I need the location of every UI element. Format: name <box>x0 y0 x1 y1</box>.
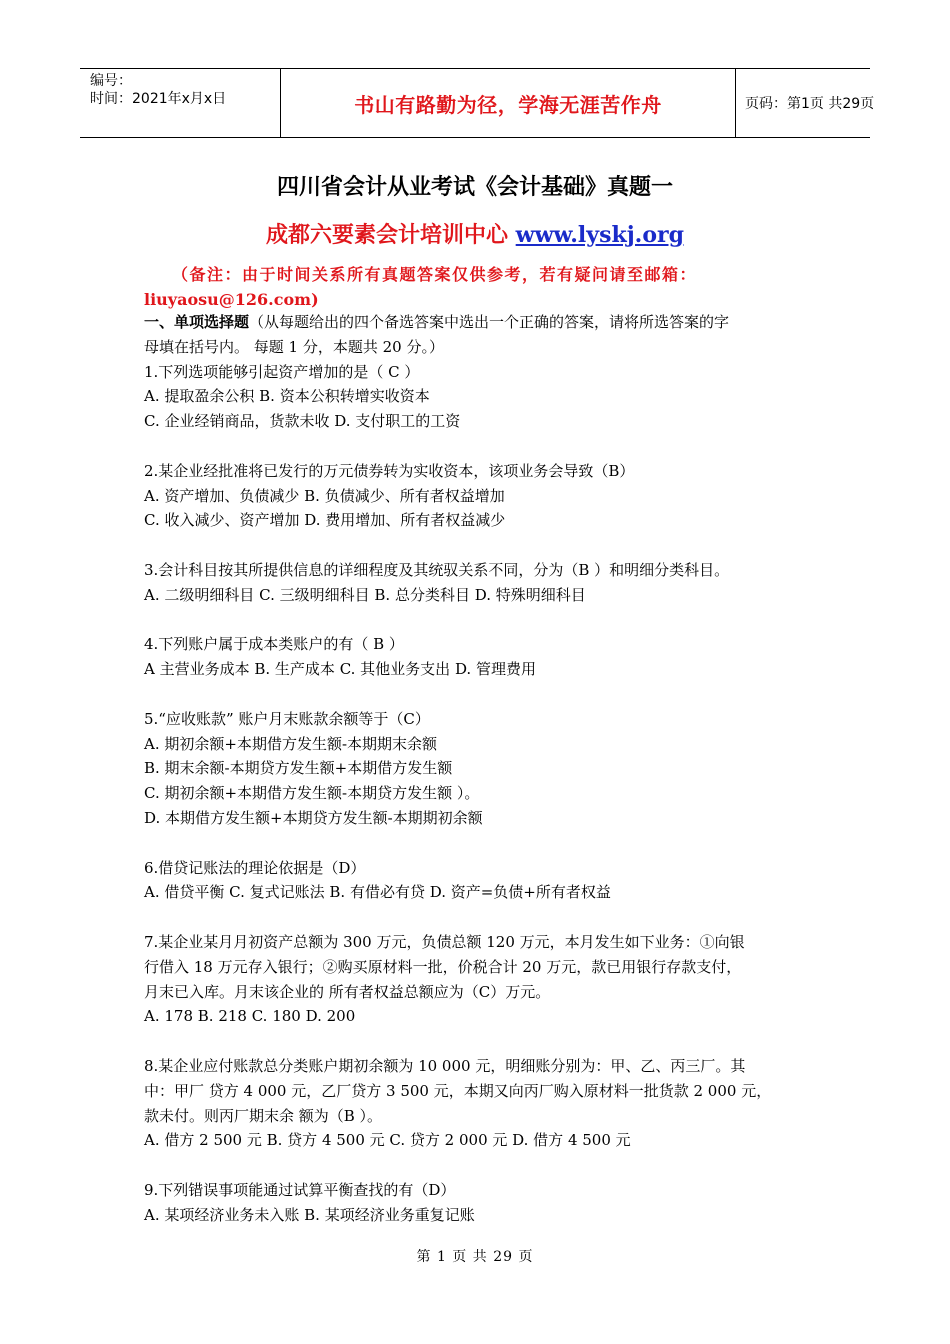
question-gap <box>144 1153 834 1178</box>
header-meta <box>80 69 280 137</box>
question-line: C. 期初余额+本期借方发生额-本期贷方发生额 ）。 <box>144 784 480 803</box>
question-line: A. 借贷平衡 C. 复式记账法 B. 有借必有贷 D. 资产=负债+所有者权益 <box>144 883 611 902</box>
question-gap <box>144 434 834 459</box>
question-line: A. 提取盈余公积 B. 资本公积转增实收资本 <box>144 387 430 406</box>
motto: 书山有路勤为径，学海无涯苦作舟 <box>354 92 662 117</box>
question-block <box>144 856 834 906</box>
question-stem: 2.某企业经批准将已发行的万元债券转为实收资本，该项业务会导致（B） <box>144 461 635 480</box>
question-stem: 7.某企业某月月初资产总额为 300 万元，负债总额 120 万元，本月发生如下业务：①向银 <box>144 932 745 951</box>
header-page-cell <box>735 69 875 137</box>
question-line: A 主营业务成本 B. 生产成本 C. 其他业务支出 D. 管理费用 <box>144 660 536 679</box>
section-heading: 一、单项选择题 <box>144 313 250 331</box>
question-line: A. 二级明细科目 C. 三级明细科目 B. 总分类科目 D. 特殊明细科目 <box>144 585 586 604</box>
question-block <box>144 1054 834 1153</box>
time-label: 时间：2021年x月x日 <box>90 91 227 107</box>
question-gap <box>144 533 834 558</box>
section-intro <box>144 310 834 335</box>
question-block <box>144 459 834 533</box>
number-label: 编号： <box>90 73 132 89</box>
question-line: A. 178 B. 218 C. 180 D. 200 <box>144 1007 356 1026</box>
question-gap <box>144 682 834 707</box>
question-stem: 5.“应收账款” 账户月末账款余额等于（C） <box>144 709 430 728</box>
question-stem: 3.会计科目按其所提供信息的详细程度及其统驭关系不同，分为（B ）和明细分类科目。 <box>144 560 730 579</box>
question-line: 月末已入库。月末该企业的 所有者权益总额应为（C）万元。 <box>144 982 551 1001</box>
document-title: 四川省会计从业考试《会计基础》真题一 <box>276 175 673 200</box>
question-block <box>144 558 834 608</box>
page-info: 页码：第1页 共29页 <box>745 96 875 112</box>
section-intro-2: 母填在括号内。 每题 1 分，本题共 20 分。） <box>144 337 444 356</box>
note-line-1: （备注：由于时间关系所有真题答案仅供参考，若有疑问请至邮箱： <box>172 265 698 284</box>
question-line: A. 借方 2 500 元 B. 贷方 4 500 元 C. 贷方 2 000 元 D. 借方 4 500 元 <box>144 1131 631 1150</box>
question-block <box>144 632 834 682</box>
question-stem: 4.下列账户属于成本类账户的有（ B ） <box>144 635 404 654</box>
question-line: 行借入 18 万元存入银行；②购买原材料一批，价税合计 20 万元，款已用银行存款支付， <box>144 957 742 976</box>
question-stem: 8.某企业应付账款总分类账户期初余额为 10 000 元，明细账分别为：甲、乙、丙三厂。其 <box>144 1056 746 1075</box>
question-line: A. 资产增加、负债减少 B. 负债减少、所有者权益增加 <box>144 486 505 505</box>
question-block <box>144 707 834 831</box>
section-intro-text: （从每题给出的四个备选答案中选出一个正确的答案，请将所选答案的字 <box>249 313 730 331</box>
website-link[interactable]: www.lyskj.org <box>515 222 684 248</box>
page-header <box>80 68 875 138</box>
question-line: 款未付。则丙厂期末余 额为（B ）。 <box>144 1106 383 1125</box>
question-stem: 1.下列选项能够引起资产增加的是（ C ） <box>144 362 420 381</box>
question-line: 中：甲厂 贷方 4 000 元，乙厂贷方 3 500 元，本期又向丙厂购入原材料一批货款 2 000 元， <box>144 1081 772 1100</box>
question-gap <box>144 831 834 856</box>
question-content <box>144 310 834 1227</box>
subtitle <box>0 218 950 249</box>
question-gap <box>144 905 834 930</box>
question-line: D. 本期借方发生额+本期贷方发生额-本期期初余额 <box>144 808 483 827</box>
note-email[interactable]: liuyaosu@126.com) <box>144 290 319 309</box>
question-block <box>144 1178 834 1228</box>
question-list <box>144 360 834 1228</box>
question-block <box>144 360 834 434</box>
question-gap <box>144 608 834 633</box>
question-block <box>144 930 834 1029</box>
question-stem: 9.下列错误事项能通过试算平衡查找的有（D） <box>144 1180 456 1199</box>
question-line: A. 期初余额+本期借方发生额-本期期末余额 <box>144 734 438 753</box>
question-line: C. 企业经销商品，货款未收 D. 支付职工的工资 <box>144 412 461 431</box>
note <box>144 262 824 312</box>
question-line: A. 某项经济业务未入账 B. 某项经济业务重复记账 <box>144 1205 475 1224</box>
page-footer: 第 1 页 共 29 页 <box>416 1249 534 1265</box>
question-stem: 6.借贷记账法的理论依据是（D） <box>144 858 366 877</box>
subtitle-org: 成都六要素会计培训中心 <box>266 222 516 248</box>
header-motto-cell <box>280 69 736 137</box>
question-gap <box>144 1029 834 1054</box>
question-line: C. 收入减少、资产增加 D. 费用增加、所有者权益减少 <box>144 511 506 530</box>
question-line: B. 期末余额-本期贷方发生额+本期借方发生额 <box>144 759 453 778</box>
